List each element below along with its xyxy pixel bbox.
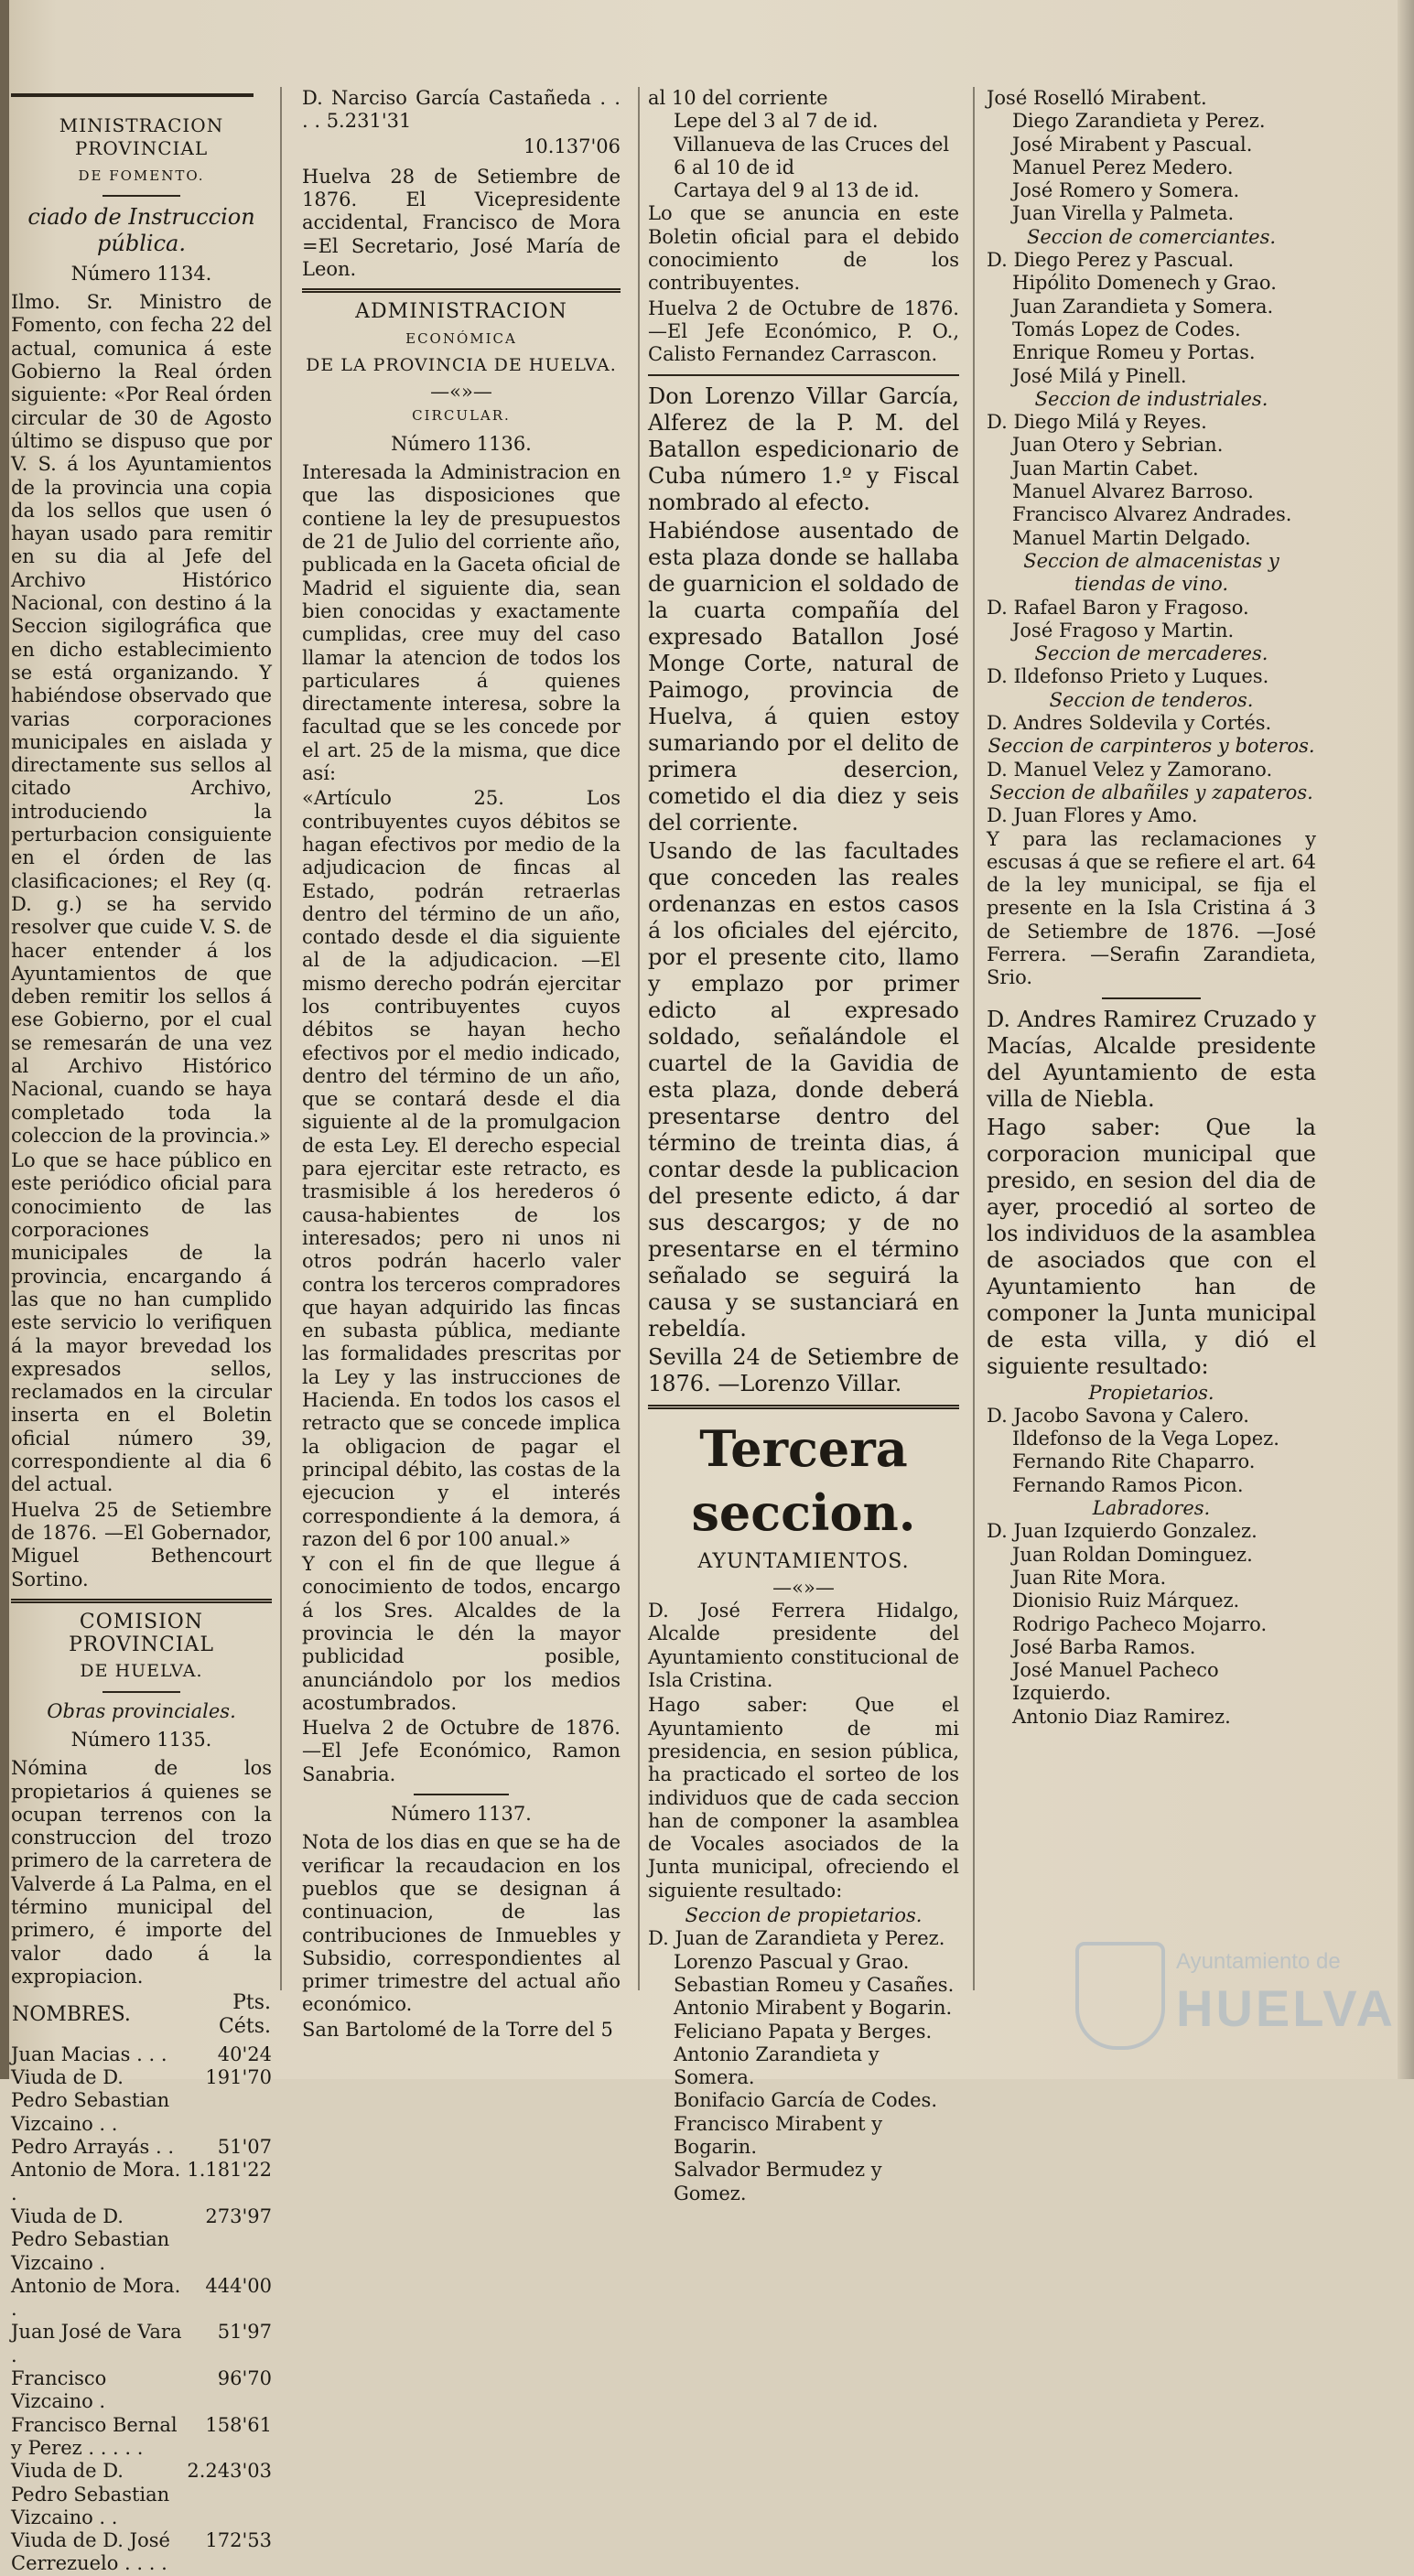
list-item: Sebastian Romeu y Casañes. [674,1973,955,1996]
divider [11,1599,272,1603]
owner-name: Francisco Bernal y Perez . . . . . [11,2413,178,2459]
circular-label: CIRCULAR. [412,406,511,424]
watermark-line-1: Ayuntamiento de [1176,1949,1341,1974]
owner-name: Francisco Vizcaino . [11,2367,107,2413]
divider [648,374,959,376]
section-heading: Tercera seccion. [691,1418,916,1542]
section-subtitle: Seccion de carpinteros y boteros. [988,735,1315,758]
niebla-body: Hago saber: Que la corporacion municipal que presido, en sesion del dia de ayer, procedió al sorteo de los individuos de la asamblea de asociados que con el Ayuntamiento han de componer la Junta municipal de esta villa, y dió el siguiente resultado: [987,1114,1316,1379]
column-rule [638,87,640,1990]
list-item: Dionisio Ruiz Márquez. [1012,1590,1240,1612]
owner-name: Juan Macias . . . [11,2042,167,2065]
list-item: Villanueva de las Cruces del 6 al 10 de id [674,133,950,178]
table-row [11,2414,272,2461]
divider [414,1794,509,1795]
circular-body-2: Y con el fin de que llegue á conocimiento de todos, encargo á los Sres. Alcaldes de la provincia le dén la mayor publicidad posible, anunciándolo por los medios acostumbrados. [302,1553,621,1714]
column-rule [973,87,975,1990]
owner-value: 51'97 [217,2321,272,2344]
owner-value: 273'97 [205,2204,272,2227]
list-item: Francisco Alvarez Andrades. [1012,503,1292,526]
top-entry: D. Narciso García Castañeda . . . . 5.231'31 [302,87,621,133]
list-item: José Fragoso y Martin. [1012,619,1235,641]
name-list [987,249,1316,388]
list-item: José Milá y Pinell. [1012,364,1187,387]
table-header-values: Pts. Céts. [219,1991,271,2038]
table-row [11,2367,272,2414]
list-item: Enrique Romeu y Portas. [1012,341,1256,364]
list-item: Manuel Perez Medero. [1012,156,1234,178]
edict-heading: Don Lorenzo Villar García, Alferez de la P. M. del Batallon espedicionario de Cuba número 1.º y Fiscal nombrado al efecto. [648,383,959,515]
column-1 [11,87,272,2575]
owner-name: Juan José de Vara . [11,2321,182,2366]
list-item: D. Juan Izquierdo Gonzalez. [987,1520,1257,1543]
list-item: José Barba Ramos. [1012,1635,1196,1658]
list-item: Feliciano Papata y Berges. [674,2020,933,2042]
table-row [11,2043,272,2066]
alcalde-heading: D. José Ferrera Hidalgo, Alcalde presidente del Ayuntamiento constitucional de Isla Cristina. [648,1600,959,1692]
nota-text: Nota de los dias en que se ha de verificar la recaudacion en los pueblos que se designan á continuacion, de las contribuciones de Inmuebles y Subsidio, correspondientes al primer trimestre del actual año económico. [302,1831,621,2016]
table-row [11,2136,272,2159]
owner-value: 40'24 [217,2042,272,2065]
list-item: José Mirabent y Pascual. [1012,133,1253,156]
list-item: D. Jacobo Savona y Calero. [987,1404,1249,1427]
circular-signature: Huelva 2 de Octubre de 1876. —El Jefe Económico, Ramon Sanabria. [302,1717,621,1785]
notice-number-4: Número 1137. [391,1803,532,1826]
list-item: D. Diego Perez y Pascual. [987,249,1235,272]
owner-name: Viuda de D. Pedro Sebastian Vizcaino . . [11,2460,170,2528]
list-item: Juan Zarandieta y Somera. [1012,295,1274,318]
list-item: Juan Martin Cabet. [1012,457,1199,480]
page-right-edge [1398,0,1414,2079]
section-title: ciado de Instruccion pública. [27,203,255,256]
name-list [987,411,1316,550]
divider [1102,997,1201,999]
list-item: Manuel Alvarez Barroso. [1012,480,1254,503]
table-row [11,2205,272,2275]
owner-name: Viuda de D. Pedro Sebastian Vizcaino . . [11,2066,170,2135]
niebla-heading: D. Andres Ramirez Cruzado y Macías, Alcalde presidente del Ayuntamiento de esta villa de Niebla. [987,1006,1316,1112]
section-subtitle: Seccion de comerciantes. [1026,225,1277,248]
table-row [11,2066,272,2136]
table-row [11,2529,272,2576]
divider [302,288,621,293]
expropriation-table [11,1990,272,2575]
section-subtitle: Propietarios. [1088,1381,1214,1404]
list-item: José Romero y Somera. [1012,179,1240,202]
list-item: Manuel Martin Delgado. [1012,526,1251,549]
section-subtitle: Seccion de propietarios. [685,1904,923,1927]
list-item: Francisco Mirabent y Bogarin. [674,2112,883,2158]
column-rule [280,87,282,1990]
list-item: Antonio Mirabent y Bogarin. [674,1997,953,2020]
owner-name: Antonio de Mora. . [11,2274,181,2321]
obras-title: Obras provinciales. [47,1699,236,1722]
name-list [987,712,1316,735]
notice-body: Ilmo. Sr. Ministro de Fomento, con fecha 22 del actual, comunica á este Gobierno la Real órden siguiente: «Por Real órden circular de 30 de Agosto último se dispuso que por V. S. á los Ayuntamientos de la provincia una copia da los sellos que usen ó hayan usado para remitir en su dia al Jefe del Archivo Histórico Nacional, con destino á la Seccion sigilográfica que en dicho establecimiento se está organizando. Y habiéndose observado que varias corporaciones municipales en aislada y directamente sus sellos al citado Archivo, introduciendo la perturbacion consiguiente en el órden de las clasificaciones; el Rey (q. D. g.) se ha servido resolver que cuide V. S. de hacer entender á los Ayuntamientos de que deben remitir los sellos á ese Gobierno, por el cual se remesarán de una vez al Archivo Histórico Nacional, cuando se haya completado toda la coleccion de la provincia.» [11,291,272,1147]
edict-body-2: Usando de las facultades que conceden las reales ordenanzas en estos casos á los oficiales del ejército, por el presente cito, llamo y emplazo por primer edicto al expresado soldado, señalándole el cuartel de la Gavidia de esta plaza, donde deberá presentarse dentro del término de treinta dias, á contar desde la publicacion del presente edicto, á dar sus descargos; y de no presentarse en el término señalado se seguirá la causa y se sustanciará en rebeldía. [648,837,959,1342]
comision-title: COMISION PROVINCIAL [69,1610,214,1657]
table-row [11,2275,272,2322]
list-item: Cartaya del 9 al 13 de id. [674,179,920,202]
owner-name: Antonio de Mora. . [11,2159,181,2204]
reclamaciones-text: Y para las reclamaciones y escusas á que se refiere el art. 64 de la ley municipal, se fija el presente en la Isla Cristina á 3 de Setiembre de 1876. —José Ferrera. —Serafin Zarandieta, Srio. [987,827,1316,989]
ornament: —«»— [772,1576,835,1599]
list-item: Antonio Zarandieta y Somera. [674,2042,880,2089]
hago-saber: Hago saber: Que el Ayuntamiento de mi presidencia, en sesion pública, ha practicado el sorteo de los individuos que de cada seccion han de componer la asamblea de Vocales asociados de la Junta municipal, ofreciendo el siguiente resultado: [648,1694,959,1902]
table-row [11,2460,272,2529]
admin-province: DE LA PROVINCIA DE HUELVA. [306,354,617,375]
edict-body: Habiéndose ausentado de esta plaza donde se hallaba de guarnicion el soldado de la cuarta compañía del expresado Batallon José Monge Corte, natural de Paimogo, provincia de Huelva, á quien estoy sumariando por el delito de primera desercion, cometido el dia diez y seis del corriente. [648,517,959,835]
owner-name: Pedro Arrayás . . [11,2136,175,2159]
town-dates [648,87,959,202]
list-item: D. Manuel Velez y Zamorano. [987,758,1273,781]
name-list [987,665,1316,688]
edict-signature: Sevilla 24 de Setiembre de 1876. —Lorenzo Villar. [648,1343,959,1396]
owner-value: 191'70 [205,2066,272,2089]
list-item: D. Ildefonso Prieto y Luques. [987,665,1269,688]
dept-title: MINISTRACION PROVINCIAL [59,114,224,160]
owner-value: 96'70 [217,2367,272,2390]
ayuntamientos-title: AYUNTAMIENTOS. [697,1549,910,1573]
name-list [987,804,1316,827]
circular-body: Interesada la Administracion en que las disposiciones que contiene la ley de presupuestos de 21 de Julio del corriente año, publicada en la Gaceta oficial de Madrid el siguiente dia, sean bien conocidas y exactamente cumplidas, cree muy del caso llamar la atencion de todos los particulares á quienes directamente interesa, sobre la facultad que se les concede por el art. 25 de la misma, que dice así: [302,461,621,785]
list-item: Fernando Rite Chaparro. [1012,1450,1256,1473]
comision-subtitle: DE HUELVA. [80,1661,203,1682]
divider [648,1405,959,1409]
list-item: Rodrigo Pacheco Mojarro. [1012,1612,1268,1635]
table-row [11,2321,272,2367]
owner-value: 444'00 [205,2274,272,2297]
owner-name: Viuda de D. José Cerrezuelo . . . . [11,2529,170,2575]
list-item: D. Rafael Baron y Fragoso. [987,596,1249,619]
list-item: Tomás Lopez de Codes. [1012,318,1241,340]
admin-title: ADMINISTRACION [355,300,567,324]
list-item: Hipólito Domenech y Grao. [1012,272,1277,295]
list-item: D. Juan Flores y Amo. [987,804,1198,827]
list-item: Juan Rite Mora. [1012,1566,1167,1589]
shield-icon [1075,1942,1165,2050]
nomina-text: Nómina de los propietarios á quienes se ocupan terrenos con la construccion del trozo primero de la carretera de Valverde á La Palma, en el término municipal del primero, é importe del valor dado á la expropiacion. [11,1757,272,1988]
owner-value: 172'53 [205,2529,272,2552]
name-list [987,1520,1316,1729]
notice-number-3: Número 1136. [391,432,532,455]
column-4 [987,87,1316,2018]
anuncio-signature: Huelva 2 de Octubre de 1876. —El Jefe Económico, P. O., Calisto Fernandez Carrascon. [648,296,959,366]
name-list [987,87,1316,226]
date-signature: Huelva 28 de Setiembre de 1876. El Vicepresidente accidental, Francisco de Mora =El Secretario, José María de Leon. [302,165,621,281]
list-item: D. Andres Soldevila y Cortés. [987,712,1272,735]
list-item: Juan Otero y Sebrian. [1012,434,1224,457]
section-subtitle: Seccion de industriales. [1034,387,1268,410]
list-item: Bonifacio García de Codes. [674,2089,937,2112]
section-subtitle: Seccion de tenderos. [1049,688,1254,711]
watermark-logo [1075,1933,1396,2052]
list-item: Juan Virella y Palmeta. [1012,202,1235,225]
admin-subtitle: ECONÓMICA [405,329,517,347]
notice-number-2: Número 1135. [70,1729,212,1751]
list-item: José Roselló Mirabent. [987,87,1207,109]
section-subtitle: Seccion de almacenistas y tiendas de vino. [1023,549,1279,596]
ornament: —«»— [430,381,492,404]
section-subtitle: Seccion de albañiles y zapateros. [989,781,1313,803]
anuncio-text: Lo que se anuncia en este Boletin oficial para el debido conocimiento de los contribuyentes. [648,202,959,295]
notice-number: Número 1134. [70,262,212,285]
article-text: «Artículo 25. Los contribuyentes cuyos débitos se hagan efectivos por medio de la adjudicacion de fincas al Estado, podrán retraerlas dentro del término de un año, contado desde el dia siguiente al de la adjudicacion. —El mismo derecho podrán ejercitar los contribuyentes cuyos débitos se hayan hecho efectivos por el medio indicado, dentro del término de un año, que se contará desde el dia siguiente al de la promulgacion de esta Ley. El derecho especial para ejercitar este retracto, es trasmisible á los herederos ó causa-habientes de los interesados; pero ni unos ni otros podrán hacerlo valer contra los terceros compradores que hayan adquirido las fincas en subasta pública, mediante las formalidades prescritas por la Ley y las instrucciones de Hacienda. En todos los casos el retracto que se concede implica la obligacion de pagar el principal débito, las costas de la ejecucion y el interés correspondiente á la demora, á razon del 6 por 100 anual.» [302,787,621,1550]
total-value: 10.137'06 [524,135,621,157]
name-list [987,597,1316,643]
owner-value: 158'61 [205,2413,272,2436]
list-item: D. Diego Milá y Reyes. [987,411,1207,434]
section-subtitle: Seccion de mercaderes. [1034,642,1268,665]
list-item: Juan Roldan Dominguez. [1012,1543,1253,1566]
list-item: Fernando Ramos Picon. [1012,1473,1244,1496]
list-item: Antonio Diaz Ramirez. [1012,1705,1231,1728]
list-item: Lepe del 3 al 7 de id. [674,110,879,133]
divider [103,195,181,197]
notice-body-2: Lo que se hace público en este periódico oficial para conocimiento de las corporaciones municipales de la provincia, encargando á las que no han cumplido este servicio lo verifiquen á la mayor brevedad los expresados sellos, reclamados en la circular inserta en el Boletin oficial número 39, correspondiente al dia 6 del actual. [11,1149,272,1496]
section-subtitle: Labradores. [1092,1497,1211,1520]
list-item: al 10 del corriente [648,87,828,109]
list-item: Salvador Bermudez y Gomez. [674,2159,882,2204]
last-line: San Bartolomé de la Torre del 5 [302,2018,613,2041]
owner-value: 1.181'22 [187,2159,272,2182]
table-header-names: NOMBRES. [12,2002,131,2026]
list-item: Diego Zarandieta y Perez. [1012,110,1266,133]
list-item: D. Juan de Zarandieta y Perez. [648,1927,945,1950]
watermark-line-2: HUELVA [1176,1979,1396,2037]
page-left-edge [0,0,9,2079]
owner-value: 51'07 [217,2136,272,2159]
notice-signature: Huelva 25 de Setiembre de 1876. —El Gobernador, Miguel Bethencourt Sortino. [11,1498,272,1590]
list-item: Ildefonso de la Vega Lopez. [1012,1428,1279,1450]
owner-value: 2.243'03 [187,2460,272,2483]
column-2 [302,87,621,2041]
list-item: José Manuel Pacheco Izquierdo. [1012,1659,1219,1705]
name-list [987,1405,1316,1497]
divider [103,1691,181,1693]
name-list [648,1927,959,2205]
list-item: Lorenzo Pascual y Grao. [674,1950,910,1973]
column-3 [648,87,959,2204]
owner-name: Viuda de D. Pedro Sebastian Vizcaino . [11,2204,170,2274]
name-list [987,759,1316,781]
dept-subtitle: DE FOMENTO. [78,167,205,184]
table-row [11,2159,272,2205]
